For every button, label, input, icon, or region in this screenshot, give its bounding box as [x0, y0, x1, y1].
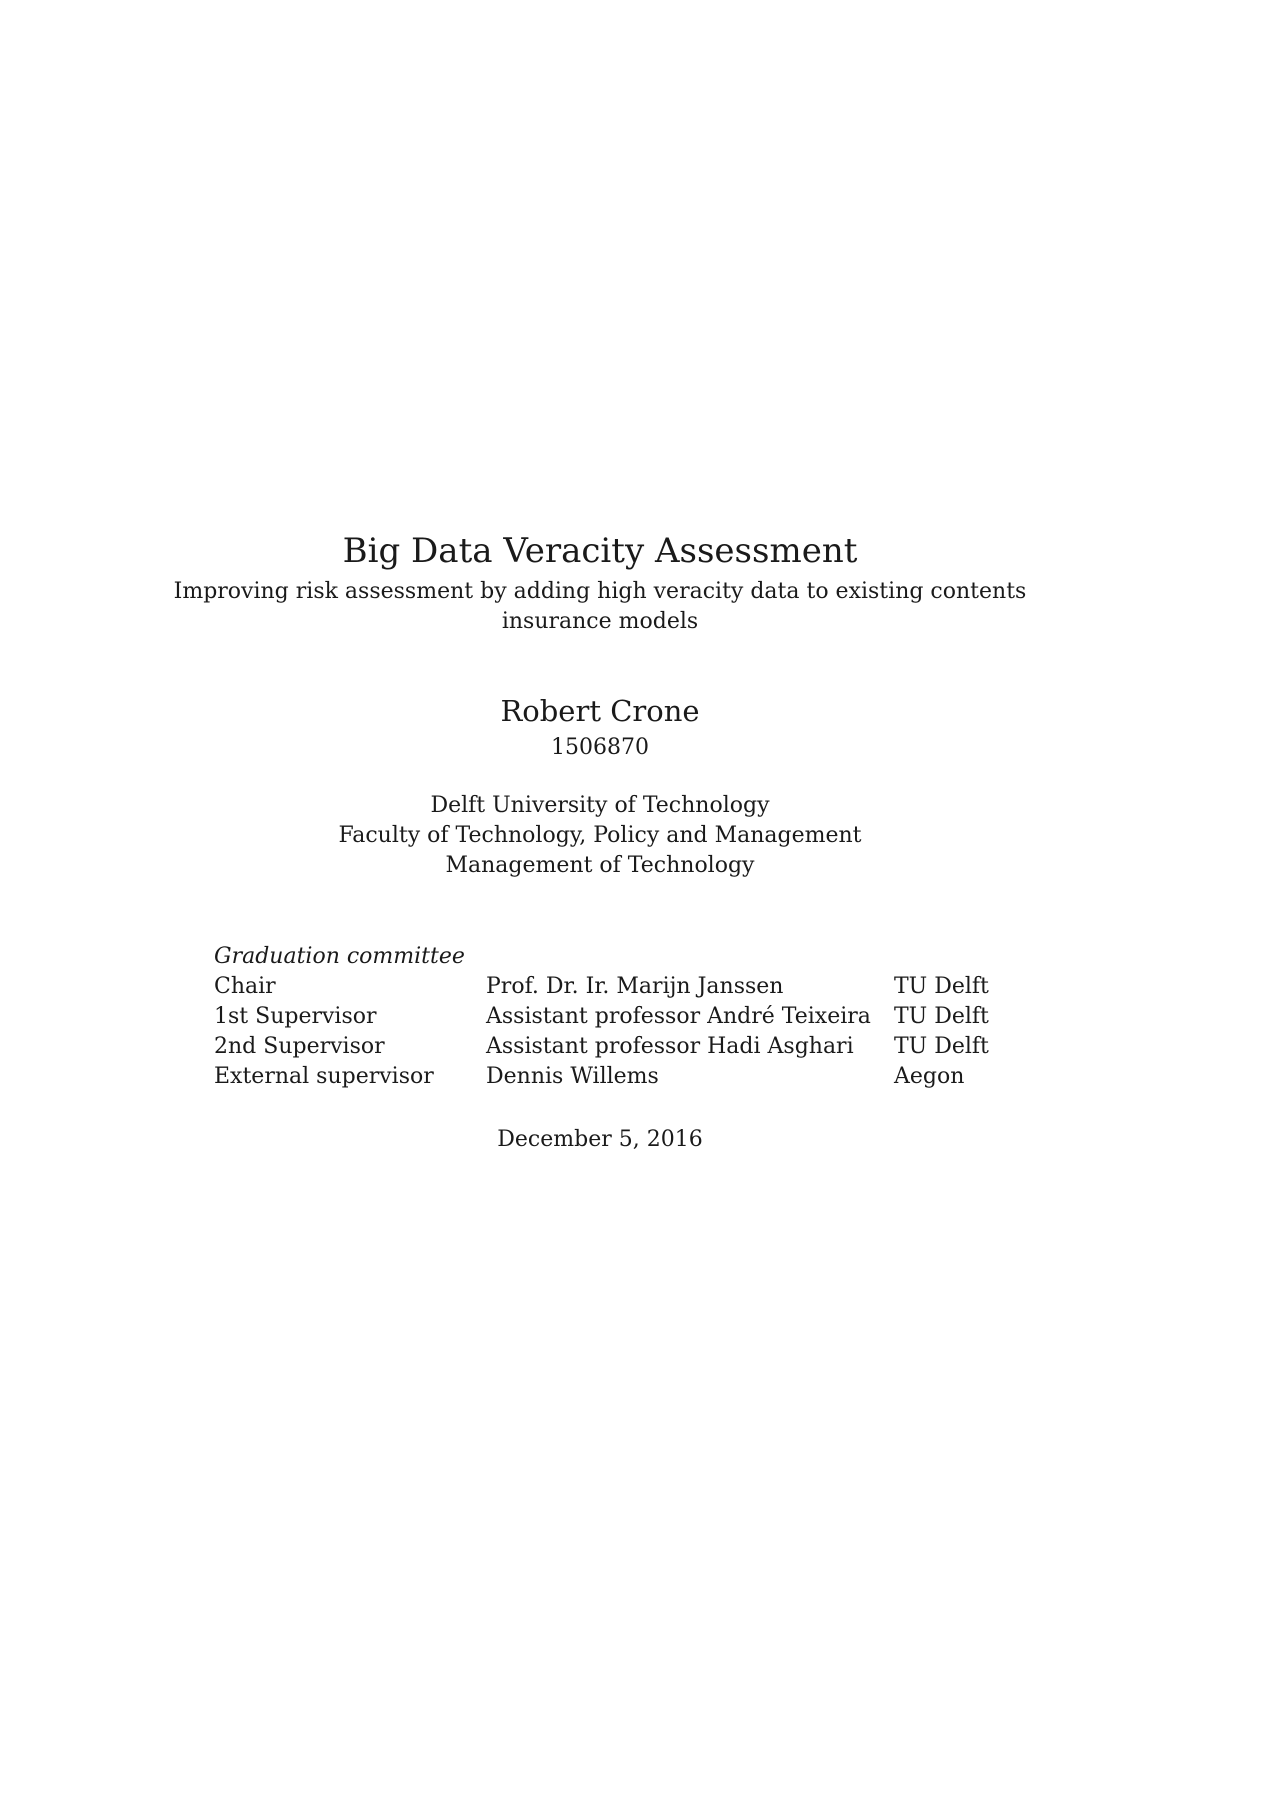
committee-member-name: Dennis Willems	[486, 1064, 659, 1089]
committee-row	[214, 1032, 989, 1062]
affiliation-program: Management of Technology	[445, 853, 755, 878]
committee-member-org: TU Delft	[894, 1004, 989, 1029]
document-subtitle-line-1: Improving risk assessment by adding high veracity data to existing contents	[173, 579, 1027, 604]
graduation-committee	[214, 942, 989, 1092]
author-name: Robert Crone	[500, 694, 700, 728]
affiliation-faculty: Faculty of Technology, Policy and Management	[338, 823, 862, 848]
committee-member-org: TU Delft	[894, 974, 989, 999]
affiliation-university: Delft University of Technology	[430, 793, 770, 818]
student-number: 1506870	[551, 735, 649, 760]
committee-row	[214, 972, 989, 1002]
committee-heading: Graduation committee	[214, 944, 465, 969]
committee-row	[214, 1002, 989, 1032]
committee-member-name: Prof. Dr. Ir. Marijn Janssen	[486, 974, 784, 999]
committee-role: 2nd Supervisor	[214, 1034, 385, 1059]
committee-member-org: Aegon	[894, 1064, 965, 1089]
committee-role: 1st Supervisor	[214, 1004, 377, 1029]
committee-member-name: Assistant professor Hadi Asghari	[486, 1034, 854, 1059]
document-date: December 5, 2016	[497, 1127, 703, 1152]
document-subtitle-line-2: insurance models	[501, 609, 699, 634]
committee-member-org: TU Delft	[894, 1034, 989, 1059]
document-title: Big Data Veracity Assessment	[342, 531, 858, 571]
committee-role: External supervisor	[214, 1064, 434, 1089]
committee-row	[214, 1062, 965, 1092]
committee-role: Chair	[214, 974, 276, 999]
committee-member-name: Assistant professor André Teixeira	[486, 1004, 871, 1029]
